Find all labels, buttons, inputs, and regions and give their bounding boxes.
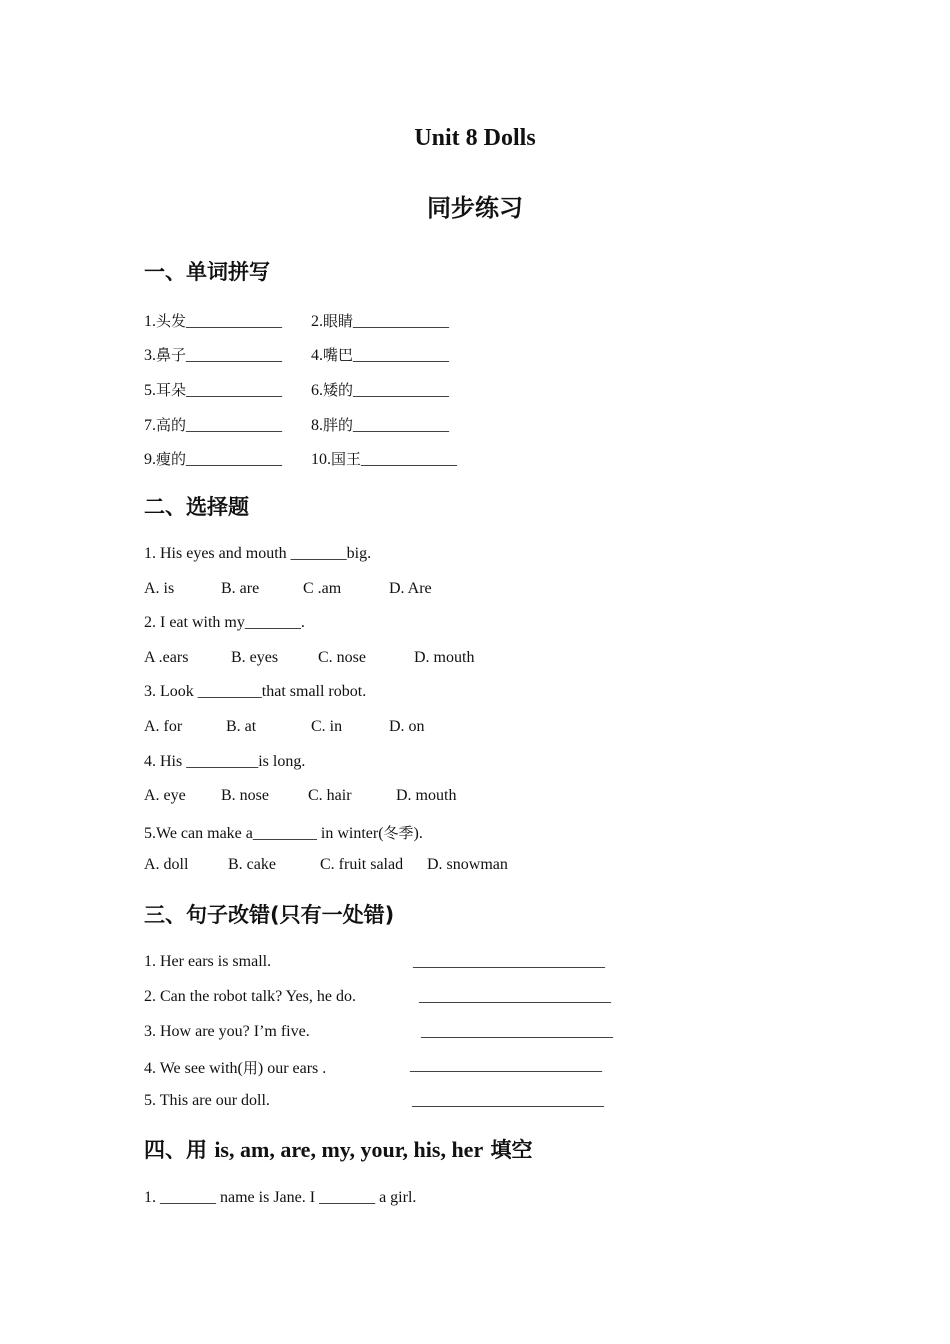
spelling-item: 9.瘦的____________ [144, 450, 283, 468]
correction-blank: ________________________ [419, 988, 611, 1005]
spelling-item: 1.头发____________ [144, 312, 283, 330]
spelling-item: 10.国王____________ [311, 450, 458, 468]
spelling-item: 2.眼睛____________ [311, 312, 450, 330]
choice-option: C. nose [318, 649, 366, 666]
correction-sentence: 5. This are our doll. [144, 1092, 270, 1109]
choice-option: A. eye [144, 787, 186, 804]
correction-sentence: 3. How are you? I’m five. [144, 1023, 310, 1040]
choice-question: 4. His _________is long. [144, 753, 306, 770]
correction-blank: ________________________ [413, 953, 605, 970]
spelling-item: 7.高的____________ [144, 416, 283, 434]
spelling-item: 8.胖的____________ [311, 416, 450, 434]
choice-question: 3. Look ________that small robot. [144, 683, 367, 700]
spelling-item: 5.耳朵____________ [144, 381, 283, 399]
choice-option: D. mouth [414, 649, 475, 666]
choice-option: B. at [226, 718, 257, 735]
choice-option: D. snowman [427, 856, 508, 873]
choice-question: 2. I eat with my_______. [144, 614, 305, 631]
document-subtitle: 同步练习 [427, 194, 523, 222]
document-title: Unit 8 Dolls [414, 125, 536, 151]
correction-sentence: 4. We see with(用) our ears . [144, 1059, 327, 1077]
choice-option: B. nose [221, 787, 269, 804]
choice-option: D. Are [389, 580, 432, 597]
correction-blank: ________________________ [421, 1023, 613, 1040]
choice-option: C. hair [308, 787, 352, 804]
choice-option: A. for [144, 718, 183, 735]
spelling-item: 6.矮的____________ [311, 381, 450, 399]
fill-in-item: 1. _______ name is Jane. I _______ a girl. [144, 1189, 417, 1206]
choice-option: B. eyes [231, 649, 279, 666]
section-heading-choice: 二、选择题 [144, 495, 249, 519]
spelling-item: 3.鼻子____________ [144, 346, 283, 364]
choice-option: C. in [311, 718, 343, 735]
choice-option: A. is [144, 580, 175, 597]
choice-option: A. doll [144, 856, 189, 873]
choice-question: 5.We can make a________ in winter(冬季). [144, 824, 423, 842]
correction-blank: ________________________ [412, 1092, 604, 1109]
spelling-item: 4.嘴巴____________ [311, 346, 450, 364]
choice-option: B. are [221, 580, 260, 597]
choice-option: D. mouth [396, 787, 457, 804]
choice-option: A .ears [144, 649, 189, 666]
correction-blank: ________________________ [410, 1057, 602, 1074]
choice-option: C. fruit salad [320, 856, 404, 873]
correction-sentence: 2. Can the robot talk? Yes, he do. [144, 988, 356, 1005]
choice-option: C .am [303, 580, 342, 597]
section-heading-fill-in: 四、用 is, am, are, my, your, his, her 填空 [144, 1137, 533, 1162]
section-heading-spelling: 一、单词拼写 [144, 260, 270, 284]
choice-option: D. on [389, 718, 425, 735]
section-heading-correction: 三、句子改错(只有一处错) [144, 903, 395, 927]
choice-option: B. cake [228, 856, 276, 873]
choice-question: 1. His eyes and mouth _______big. [144, 545, 372, 562]
correction-sentence: 1. Her ears is small. [144, 953, 272, 970]
